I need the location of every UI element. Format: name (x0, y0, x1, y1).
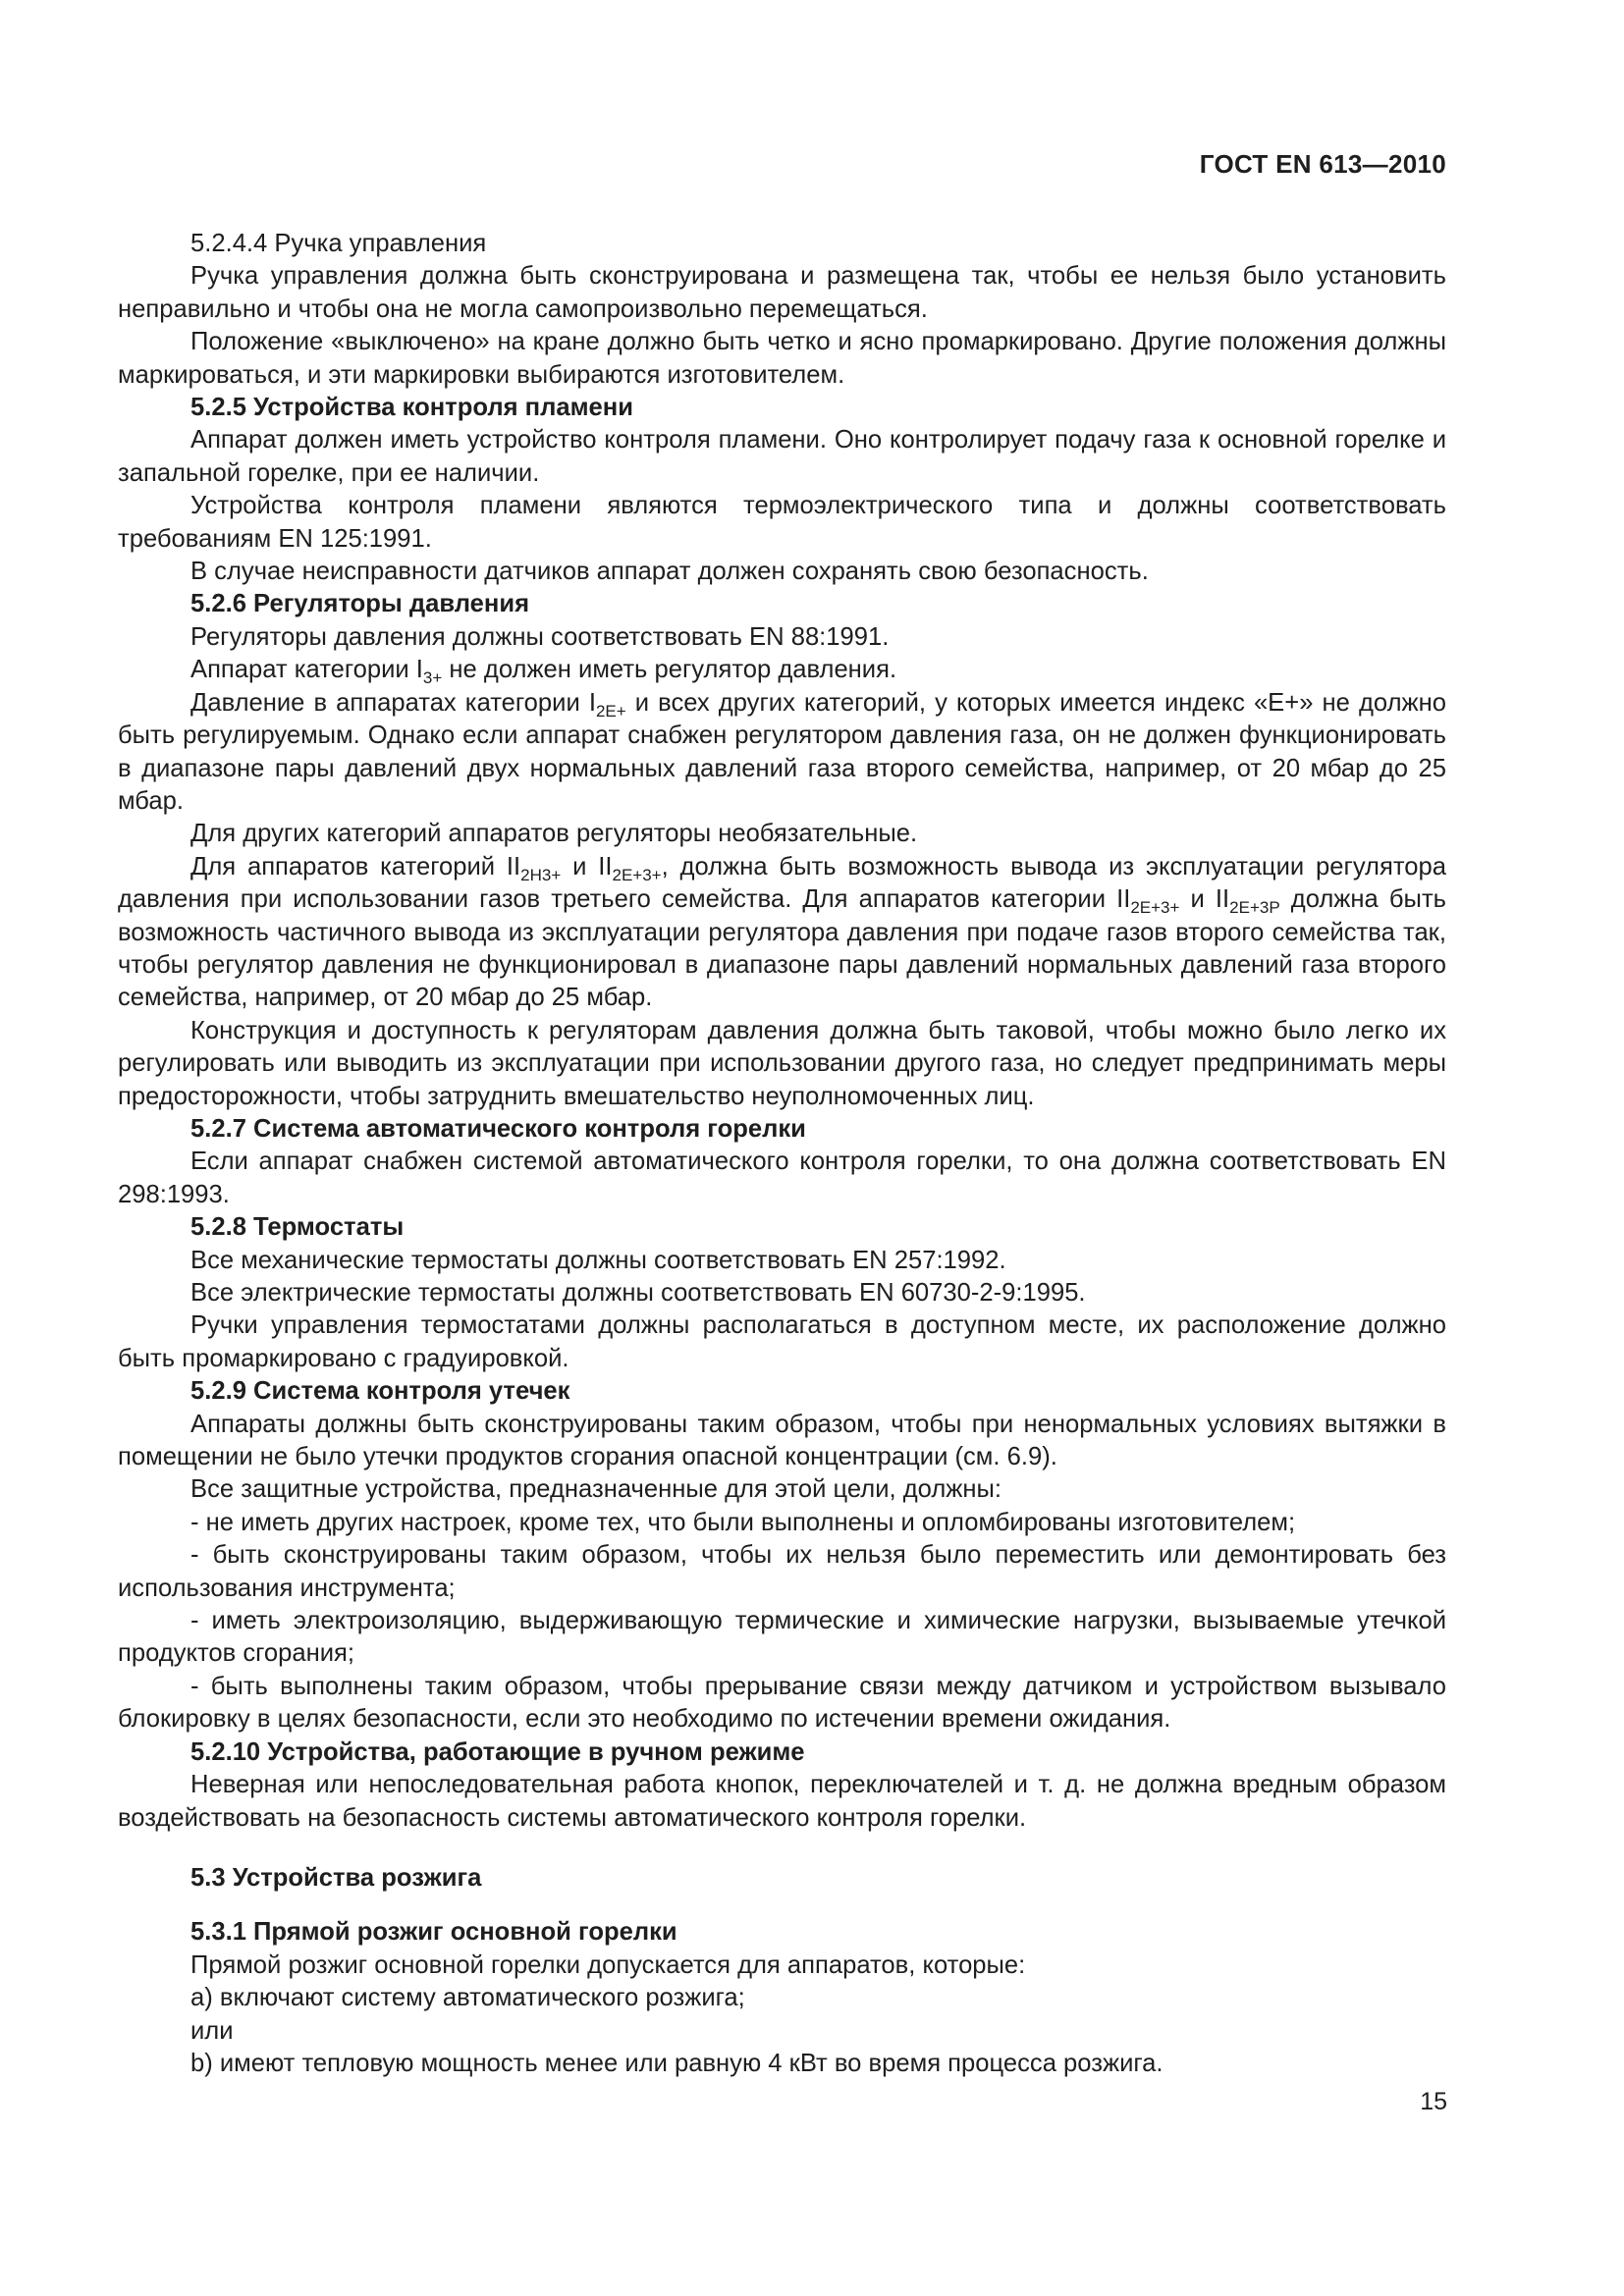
text-run: , должна быть возможность вывода из эксплуатации регулятора давления при использовании газов третьего семейства. Для аппаратов категории II (118, 852, 1446, 914)
section-heading: 5.2.9 Система контроля утечек (190, 1377, 570, 1406)
section-heading: 5.2.7 Система автоматического контроля горелки (190, 1114, 806, 1143)
paragraph: a) включают систему автоматического розжига; (190, 1984, 745, 2012)
subscript: 2H3+ (520, 865, 562, 884)
text-run: Аппарат категории I (190, 656, 423, 684)
text-run: Давление в аппаратах категории I (190, 688, 596, 717)
text-run: и II (1179, 885, 1230, 914)
paragraph: 5.2.4.4 Ручка управления (190, 230, 487, 257)
subscript: 2E+3+ (1130, 898, 1180, 918)
paragraph: или (190, 2016, 234, 2045)
text-run: не должен иметь регулятор давления. (442, 656, 897, 684)
section-heading: 5.2.8 Термостаты (190, 1213, 405, 1242)
paragraph: Регуляторы давления должны соответствовать EN 88:1991. (190, 622, 890, 651)
paragraph: Ручки управления термостатами должны располагаться в доступном месте, их расположение должно быть промаркировано с градуировкой. (118, 1311, 1446, 1372)
paragraph: Устройства контроля пламени являются термоэлектрического типа и должны соответствовать требованиям EN 125:1991. (118, 492, 1446, 553)
text-run: и II (561, 852, 613, 881)
paragraph: Если аппарат снабжен системой автоматического контроля горелки, то она должна соответствовать EN 298:1993. (118, 1148, 1446, 1208)
paragraph (118, 851, 1446, 1015)
paragraph: Для других категорий аппаратов регуляторы необязательные. (190, 820, 918, 848)
paragraph: Все механические термостаты должны соответствовать EN 257:1992. (190, 1246, 1006, 1274)
paragraph: Положение «выключено» на кране должно быть четко и ясно промаркировано. Другие положения должны маркироваться, и эти маркировки выбираются изготовителем. (118, 328, 1446, 389)
section-heading: 5.3.1 Прямой розжиг основной горелки (190, 1918, 677, 1947)
paragraph: - быть выполнены таким образом, чтобы прерывание связи между датчиком и устройством вызывало блокировку в целях безопасности, если это необходимо по истечении времени ожидания. (118, 1672, 1446, 1734)
section-heading: 5.2.5 Устройства контроля пламени (190, 394, 633, 422)
paragraph (118, 654, 1446, 686)
section-heading: 5.2.6 Регуляторы давления (190, 590, 530, 618)
paragraph: Аппарат должен иметь устройство контроля пламени. Оно контролирует подачу газа к основной горелке и запальной горелке, при ее наличии. (118, 426, 1446, 487)
paragraph: Прямой розжиг основной горелки допускается для аппаратов, которые: (190, 1950, 1026, 1979)
paragraph: Аппараты должны быть сконструированы таким образом, чтобы при ненормальных условиях вытяжки в помещении не было утечки продуктов сгорания опасной концентрации (см. 6.9). (118, 1410, 1446, 1471)
subscript: 2E+3P (1229, 898, 1280, 918)
section-heading: 5.3 Устройства розжига (190, 1863, 482, 1892)
paragraph: b) имеют тепловую мощность менее или равную 4 кВт во время процесса розжига. (190, 2049, 1164, 2077)
document-body (118, 228, 1446, 2080)
paragraph: Конструкция и доступность к регуляторам давления должна быть таковой, чтобы можно было легко их регулировать или выводить из эксплуатации при использовании другого газа, но следует предпринимать меры предосторожности, чтобы затруднить вмешательство неуполномоченных лиц. (118, 1016, 1446, 1110)
paragraph: - иметь электроизоляцию, выдерживающую термические и химические нагрузки, вызываемые утечкой продуктов сгорания; (118, 1607, 1446, 1668)
subscript: 3+ (422, 668, 443, 688)
paragraph: Ручка управления должна быть сконструирована и размещена так, чтобы ее нельзя было установить неправильно и чтобы она не могла самопроизвольно перемещаться. (118, 262, 1446, 323)
section-heading: 5.2.10 Устройства, работающие в ручном режиме (190, 1737, 805, 1766)
paragraph: В случае неисправности датчиков аппарат должен сохранять свою безопасность. (190, 558, 1149, 586)
page-number: 15 (1420, 2088, 1447, 2115)
text-run: и всех других категорий, у которых имеется индекс «E+» не должно быть регулируемым. Однако если аппарат снабжен регулятором давления газа, он не должен функционировать в диапазоне пары давлений двух нормальных давлений газа второго семейства, например, от 20 мбар до 25 мбар. (118, 688, 1446, 815)
document-header: ГОСТ EN 613—2010 (1199, 149, 1446, 179)
paragraph: - быть сконструированы таким образом, чтобы их нельзя было переместить или демонтировать без использования инструмента; (118, 1541, 1446, 1602)
paragraph: Все электрические термостаты должны соответствовать EN 60730-2-9:1995. (190, 1279, 1086, 1307)
paragraph: Все защитные устройства, предназначенные для этой цели, должны: (190, 1475, 1002, 1504)
text-run: должна быть возможность частичного вывода из эксплуатации регулятора давления при подаче газов второго семейства так, чтобы регулятор давления не функционировал в диапазоне пары давлений нормальных давлений газа второго семейства, например, от 20 мбар до 25 мбар. (118, 885, 1446, 1012)
paragraph: - не иметь других настроек, кроме тех, что были выполнены и опломбированы изготовителем; (190, 1508, 1296, 1536)
text-run: Для аппаратов категорий II (190, 852, 521, 881)
paragraph (118, 687, 1446, 819)
subscript: 2E+ (595, 701, 626, 721)
subscript: 2E+3+ (612, 865, 662, 884)
paragraph: Неверная или непоследовательная работа кнопок, переключателей и т. д. не должна вредным образом воздействовать на безопасность системы автоматического контроля горелки. (118, 1771, 1446, 1832)
